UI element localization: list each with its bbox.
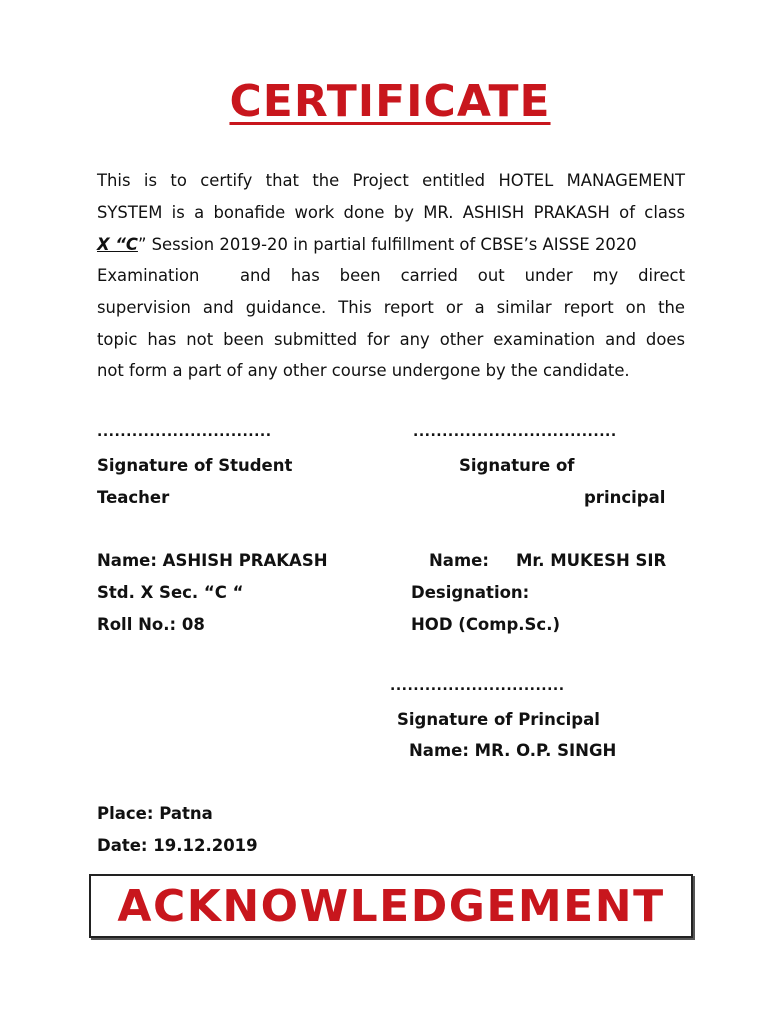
class-value: X “C — [97, 235, 138, 254]
teacher-name: Mr. MUKESH SIR — [516, 551, 667, 570]
body-line-3 — [97, 235, 685, 255]
body-line-5: supervision and guidance. This report or a similar report on the — [97, 298, 685, 317]
place: Place: Patna — [97, 804, 213, 823]
certificate-title: CERTIFICATE — [229, 76, 551, 127]
principal-word: principal — [584, 488, 666, 507]
acknowledgement-heading: ACKNOWLEDGEMENT — [117, 880, 665, 932]
student-std-sec: Std. X Sec. “C “ — [97, 583, 244, 602]
examination-word: Examination — [97, 266, 200, 285]
signature-line-teacher: ................................... — [413, 424, 617, 440]
designation-label: Designation: — [411, 583, 530, 602]
student-name: Name: ASHISH PRAKASH — [97, 551, 328, 570]
teacher-name-label: Name: — [429, 551, 489, 570]
acknowledgement-heading-box — [89, 874, 693, 938]
body-line-6: topic has not been submitted for any other examination and does — [97, 330, 685, 349]
signature-line-principal: .............................. — [390, 678, 565, 694]
signature-of-label: Signature of — [459, 456, 575, 475]
body-line-7: not form a part of any other course undergone by the candidate. — [97, 361, 630, 380]
date: Date: 19.12.2019 — [97, 836, 258, 855]
body-line-2: SYSTEM is a bonafide work done by MR. ASHISH PRAKASH of class — [97, 203, 685, 222]
designation-value: HOD (Comp.Sc.) — [411, 615, 561, 634]
roll-number: Roll No.: 08 — [97, 615, 205, 634]
body-line-4-rest: and has been carried out under my direct — [240, 266, 685, 285]
signature-student-label: Signature of Student — [97, 456, 293, 475]
principal-signature-label: Signature of Principal — [397, 710, 600, 729]
teacher-word: Teacher — [97, 488, 170, 507]
principal-name: Name: MR. O.P. SINGH — [409, 741, 617, 760]
signature-line-student: .............................. — [97, 424, 272, 440]
session-text: ” Session 2019-20 in partial fulfillment of CBSE’s AISSE 2020 — [137, 235, 637, 254]
body-line-1: This is to certify that the Project entitled HOTEL MANAGEMENT — [97, 171, 685, 190]
